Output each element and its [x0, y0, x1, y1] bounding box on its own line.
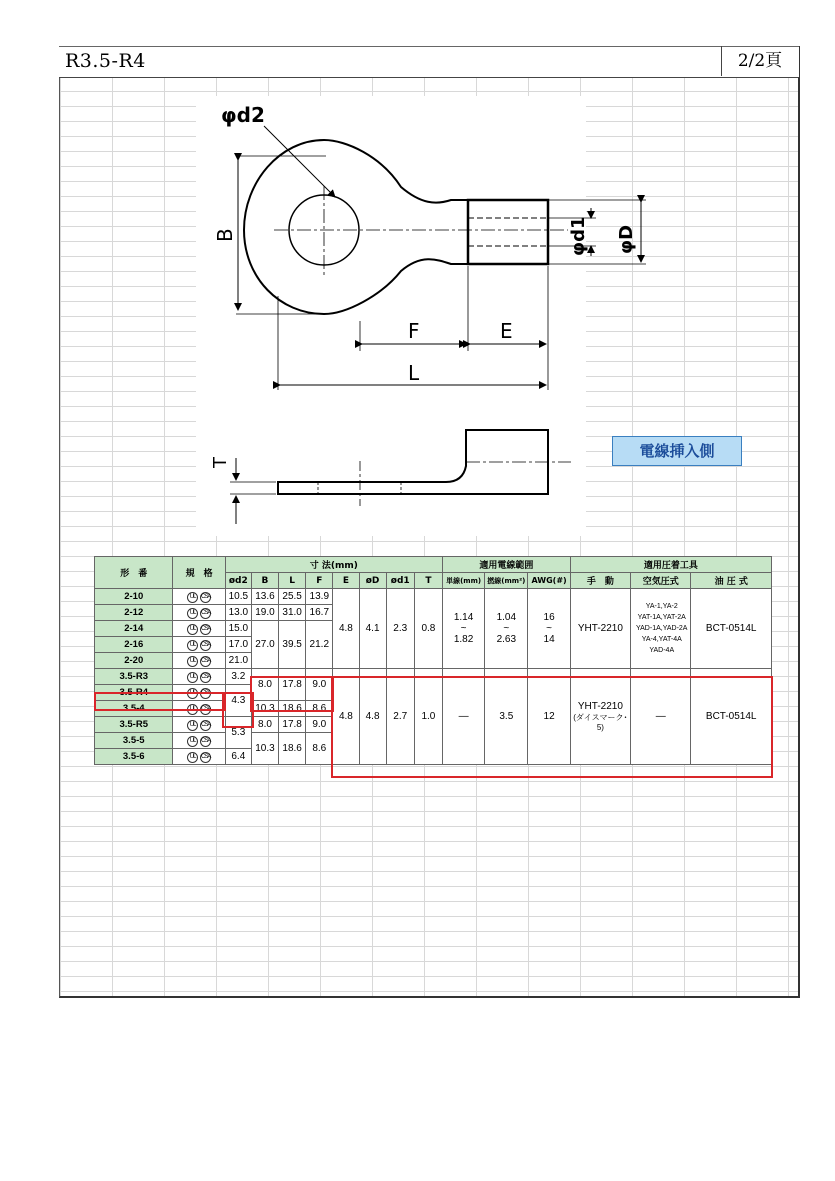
cell: 19.0	[251, 605, 278, 621]
cell: 39.5	[279, 621, 306, 669]
cell: 2.3	[386, 589, 414, 669]
cell: 10.3	[251, 733, 278, 765]
cell: 17.8	[279, 669, 306, 701]
cert-mark: UL CSA	[173, 717, 225, 733]
header-tool: 適用圧着工具	[570, 557, 771, 573]
cell: BCT-0514L	[691, 589, 772, 669]
cell-manual-35: YHT-2210 (ダイスマーク･5)	[570, 669, 630, 765]
label-d2: φd2	[221, 103, 265, 127]
model-cell: 3.5-R3	[95, 669, 173, 685]
cert-mark: UL CSA	[173, 685, 225, 701]
sub-e: E	[333, 573, 359, 589]
label-l: L	[408, 361, 420, 385]
cell: 0.8	[414, 589, 442, 669]
cell: 2.7	[386, 669, 414, 765]
label-t: T	[210, 457, 231, 468]
model-cell: 3.5-R5	[95, 717, 173, 733]
sub-hydraulic: 油 圧 式	[691, 573, 772, 589]
cell: 8.6	[306, 701, 333, 717]
model-cell: 2-16	[95, 637, 173, 653]
cert-mark: UL CSA	[173, 749, 225, 765]
header-dims: 寸 法(mm)	[225, 557, 442, 573]
cell: 8.6	[306, 733, 333, 765]
page-title: R3.5-R4	[65, 50, 146, 72]
title-bar	[59, 46, 799, 78]
cell: 5.3	[225, 717, 251, 749]
cell: 16.7	[306, 605, 333, 621]
sub-d2: ød2	[225, 573, 251, 589]
cert-mark: UL CSA	[173, 589, 225, 605]
cert-mark: UL CSA	[173, 653, 225, 669]
cert-mark: UL CSA	[173, 605, 225, 621]
cell: 9.0	[306, 669, 333, 701]
cert-mark: UL CSA	[173, 701, 225, 717]
label-e: E	[500, 319, 513, 343]
cell-single-range: 1.14 ~ 1.82	[442, 589, 484, 669]
model-cell: 3.5-6	[95, 749, 173, 765]
cell: 10.5	[225, 589, 251, 605]
label-d1: φd1	[568, 216, 589, 256]
model-cell: 2-12	[95, 605, 173, 621]
label-f: F	[408, 319, 420, 343]
cell: 8.0	[251, 717, 278, 733]
wire-insertion-side-label: 電線挿入側	[612, 436, 742, 466]
cell: 4.8	[359, 669, 386, 765]
model-cell: 2-10	[95, 589, 173, 605]
cell: 12	[528, 669, 570, 765]
sub-d: øD	[359, 573, 386, 589]
cell: 8.0	[251, 669, 278, 701]
highlight-blf-cells	[250, 676, 334, 712]
cell: YHT-2210	[570, 589, 630, 669]
cell: 27.0	[251, 621, 278, 669]
cell: 17.8	[279, 717, 306, 733]
label-d: φD	[616, 224, 637, 254]
cell: —	[442, 669, 484, 765]
cell: 18.6	[279, 701, 306, 717]
cell: 21.2	[306, 621, 333, 669]
cell: 4.8	[333, 669, 359, 765]
sub-b: B	[251, 573, 278, 589]
cell: 21.0	[225, 653, 251, 669]
cert-mark: UL CSA	[173, 669, 225, 685]
header-wire: 適用電線範囲	[442, 557, 570, 573]
cell: 3.5	[485, 669, 528, 765]
cell-pneumatic: YA-1,YA-2 YAT-1A,YAT-2A YAD-1A,YAD-2A YA-4,YAT-4A YAD-4A	[631, 589, 691, 669]
cert-mark: UL CSA	[173, 637, 225, 653]
cell: 15.0	[225, 621, 251, 637]
terminal-drawing	[196, 96, 637, 536]
cell: 4.3	[225, 685, 251, 717]
cell: 9.0	[306, 717, 333, 733]
cert-mark: UL CSA	[173, 733, 225, 749]
cell: BCT-0514L	[691, 669, 772, 765]
cell: 13.9	[306, 589, 333, 605]
model-cell: 2-14	[95, 621, 173, 637]
highlight-group-cells	[331, 676, 773, 778]
sub-f: F	[306, 573, 333, 589]
highlight-model-row	[94, 692, 226, 711]
sub-pneumatic: 空気圧式	[631, 573, 691, 589]
header-model: 形 番	[95, 557, 173, 589]
cell: 4.8	[333, 589, 359, 669]
model-cell: 2-20	[95, 653, 173, 669]
cell-awg-range: 16 ~ 14	[528, 589, 570, 669]
cell: 6.4	[225, 749, 251, 765]
cell: 31.0	[279, 605, 306, 621]
sub-single: 単線(mm)	[442, 573, 484, 589]
cert-mark: UL CSA	[173, 621, 225, 637]
model-cell: 3.5-4	[95, 701, 173, 717]
cell: 25.5	[279, 589, 306, 605]
sub-l: L	[279, 573, 306, 589]
cell: 18.6	[279, 733, 306, 765]
sub-manual: 手 動	[570, 573, 630, 589]
cell-stranded-range: 1.04 ~ 2.63	[485, 589, 528, 669]
cell: 4.1	[359, 589, 386, 669]
sub-d1: ød1	[386, 573, 414, 589]
sub-t: T	[414, 573, 442, 589]
cell: 17.0	[225, 637, 251, 653]
table-row	[95, 589, 772, 605]
cell: 13.0	[225, 605, 251, 621]
model-cell: 3.5-5	[95, 733, 173, 749]
label-b: B	[213, 228, 237, 242]
cell: 3.2	[225, 669, 251, 685]
cell: 1.0	[414, 669, 442, 765]
sub-stranded: 撚線(mm²)	[485, 573, 528, 589]
header-spec: 規 格	[173, 557, 225, 589]
cell: 10.3	[251, 701, 278, 717]
cell: —	[631, 669, 691, 765]
model-cell: 3.5-R4	[95, 685, 173, 701]
page-number: 2/2頁	[721, 46, 798, 76]
sub-awg: AWG(#)	[528, 573, 570, 589]
cell: 13.6	[251, 589, 278, 605]
